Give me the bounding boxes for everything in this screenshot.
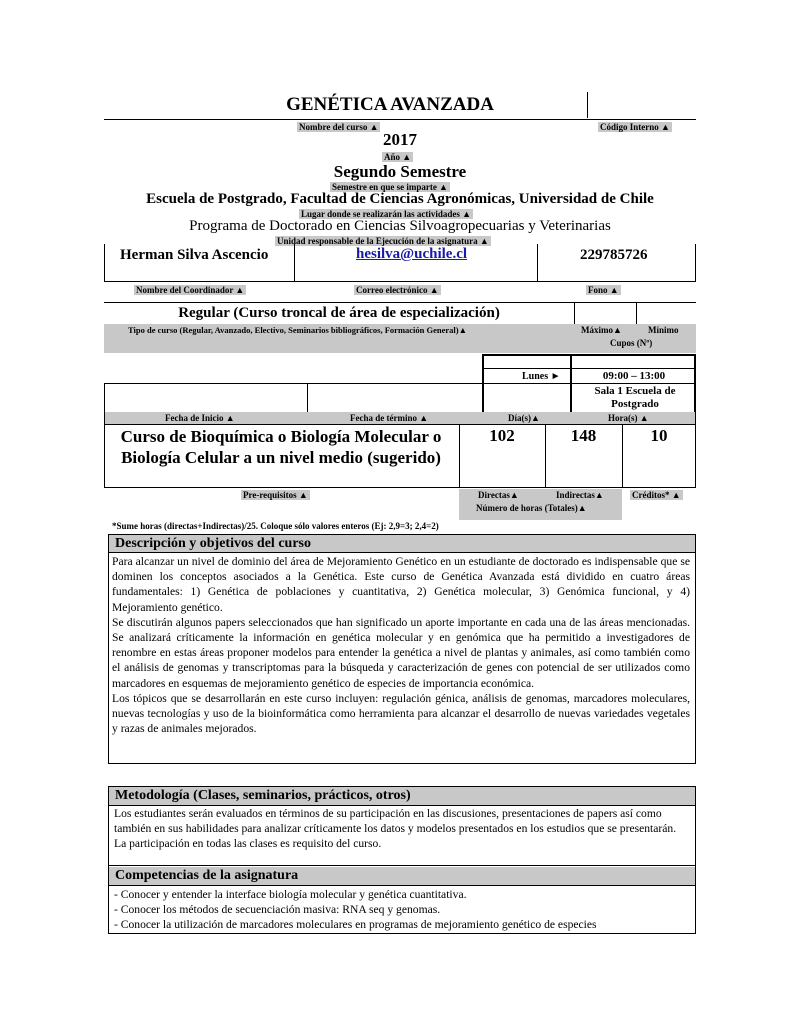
coordinator-phone: 229785726	[580, 247, 648, 263]
year-label: Año ▲	[384, 152, 412, 162]
course-unit: Programa de Doctorado en Ciencias Silvoagropecuarias y Veterinarias	[189, 218, 611, 234]
description-paragraph: Se discutirán algunos papers seleccionados que han significado un aporte importante en cada una de las áreas mencionadas. Se analizará críticamente la información en genética molecular y en genómica que ha permitido a investigadores de renombre en estas áreas proponer modelos para entender la genética a nivel de plantas y animales, así como también como el análisis de genomas y transcriptomas para la búsqueda y caracterización de genes con potencial de ser utilizados como marcadores en esquemas de mejoramiento genético de especies de importancia económica.	[112, 615, 690, 690]
competency-item: - Conocer y entender la interface biología molecular y genética cuantitativa.	[114, 888, 467, 901]
cupos-label: Cupos (Nº)	[610, 338, 653, 348]
total-hours-label: Número de horas (Totales)▲	[476, 503, 587, 513]
internal-code-label: Código Interno ▲	[600, 122, 670, 132]
start-date-label: Fecha de Inicio ▲	[165, 413, 235, 423]
prereq-label: Pre-requisitos ▲	[243, 490, 308, 500]
coordinator-divider	[537, 244, 538, 282]
credits-note: *Sume horas (directas+Indirectas)/25. Coloque sólo valores enteros (Ej: 2,9=3; 2,4=2)	[112, 521, 439, 531]
credits-label: Créditos* ▲	[632, 490, 681, 500]
course-place: Escuela de Postgrado, Facultad de Ciencias Agronómicas, Universidad de Chile	[146, 191, 654, 207]
type-rule	[104, 302, 696, 303]
prereq-value: Curso de Bioquímica o Biología Molecular o Biología Celular a un nivel medio (sugerido)	[120, 427, 442, 467]
schedule-hours: 09:00 – 13:00	[602, 370, 666, 382]
course-name-label: Nombre del curso ▲	[299, 122, 379, 132]
semester-label: Semestre en que se imparte ▲	[332, 182, 448, 192]
title-divider	[587, 92, 588, 118]
schedule-rule	[482, 368, 696, 369]
description-body	[112, 554, 690, 736]
methodology-body: Los estudiantes serán evaluados en términos de su participación en las discusiones, presentaciones de papers así como también en sus habilidades para analizar críticamente los datos y modelos presentados en los estudios que se presentarán. La participación en todas las clases es requisito del curso.	[114, 807, 677, 851]
competencies-heading-rule	[108, 885, 696, 886]
description-paragraph: Para alcanzar un nivel de dominio del área de Mejoramiento Genético en un estudiante de doctorado es indispensable que se dominen los conceptos asociados a la Genética. Este curso de Genética Avanzada está dividido en cuatro áreas fundamentales: 1) Genética de poblaciones y cuantitativa, 2) Genética molecular, 3) Genómica funcional, y 4) Mejoramiento genético.	[112, 555, 690, 614]
course-year: 2017	[383, 130, 417, 149]
days-label: Día(s)▲	[508, 413, 540, 423]
competency-item: - Conocer la utilización de marcadores moleculares en programas de mejoramiento genético de especies	[114, 918, 597, 932]
course-type-value: Regular (Curso troncal de área de especialización)	[178, 305, 500, 321]
course-semester: Segundo Semestre	[333, 162, 467, 181]
hours-label: Hora(s) ▲	[608, 413, 649, 423]
competencies-list	[114, 887, 692, 933]
indirect-hours: 148	[570, 426, 597, 445]
max-label: Máximo▲	[581, 325, 622, 335]
competencies-heading: Competencias de la asignatura	[109, 867, 695, 885]
type-divider	[574, 302, 575, 324]
coordinator-name: Herman Silva Ascencio	[120, 247, 269, 263]
description-heading: Descripción y objetivos del curso	[109, 535, 695, 553]
coordinator-divider	[294, 244, 295, 282]
schedule-day: Lunes ►	[522, 371, 561, 382]
place-label: Lugar donde se realizarán las actividades ▲	[301, 209, 472, 219]
competency-item: - Conocer los métodos de secuenciación masiva: RNA seq y genomas.	[114, 903, 441, 917]
coordinator-email-link[interactable]: hesilva@uchile.cl	[356, 246, 468, 262]
type-divider	[636, 302, 637, 324]
course-title: GENÉTICA AVANZADA	[286, 94, 494, 115]
end-date-label: Fecha de término ▲	[350, 413, 429, 423]
direct-hours-label: Directas▲	[478, 490, 519, 500]
phone-label: Fono ▲	[588, 285, 619, 295]
title-rule	[104, 119, 696, 120]
description-paragraph: Los tópicos que se desarrollarán en este curso incluyen: regulación génica, análisis de genomas, marcadores moleculares, nuevas tecnologías y uso de la bioinformática como herramienta para alcanzar el desarrollo de nuevas variedades vegetales y razas de animales mejorados.	[112, 691, 690, 736]
coordinator-name-label: Nombre del Coordinador ▲	[136, 285, 245, 295]
direct-hours: 102	[489, 426, 515, 445]
course-type-label: Tipo de curso (Regular, Avanzado, Electivo, Seminarios bibliográficos, Formación General)▲	[128, 325, 468, 335]
indirect-hours-label: Indirectas▲	[556, 490, 604, 500]
methodology-heading: Metodología (Clases, seminarios, prácticos, otros)	[109, 787, 695, 805]
schedule-room: Sala 1 Escuela de Postgrado	[594, 385, 676, 410]
min-label: Mínimo	[648, 325, 679, 335]
credits-value: 10	[650, 426, 668, 445]
unit-label: Unidad responsable de la Ejecución de la asignatura ▲	[277, 236, 489, 246]
email-label: Correo electrónico ▲	[356, 285, 439, 295]
description-heading-rule	[108, 552, 696, 553]
